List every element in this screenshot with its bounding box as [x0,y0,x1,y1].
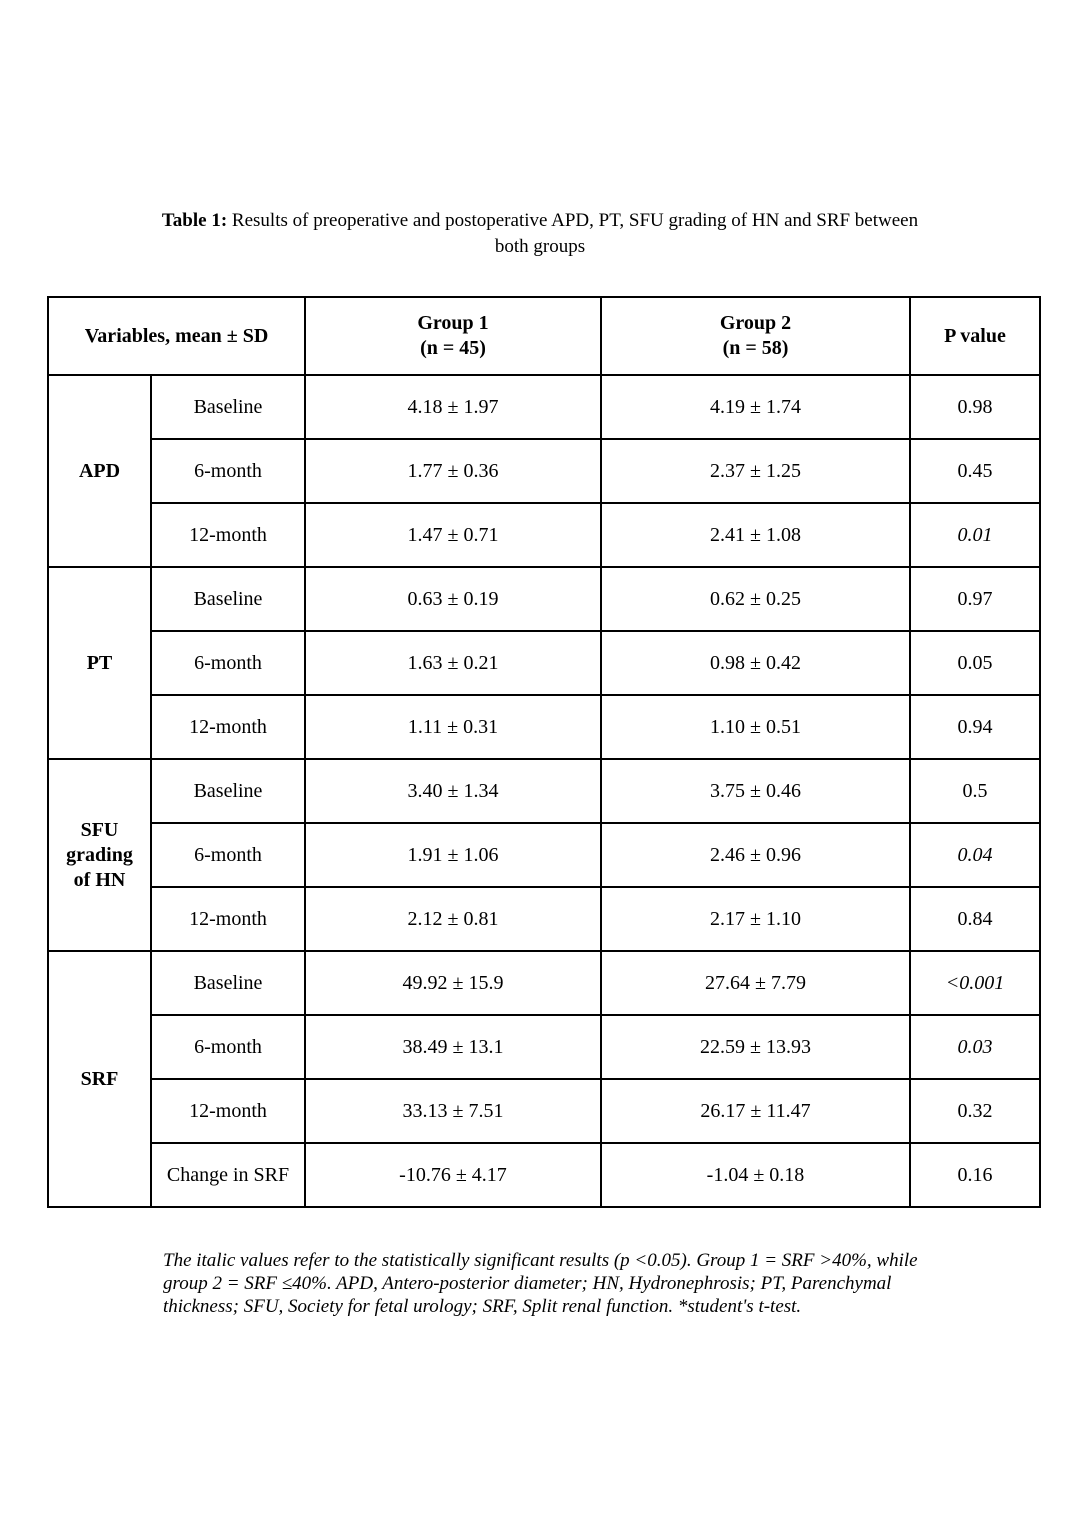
table-row [48,759,1040,823]
group2-value-cell: 0.62 ± 0.25 [601,567,910,631]
p-value-cell: 0.98 [910,375,1040,439]
group1-value-cell: 1.77 ± 0.36 [305,439,601,503]
variable-group-cell: APD [48,375,151,567]
table-row [48,631,1040,695]
p-value-cell: <0.001 [910,951,1040,1015]
timepoint-cell: 12-month [151,887,305,951]
group2-value-cell: 3.75 ± 0.46 [601,759,910,823]
variable-group-cell: PT [48,567,151,759]
group2-value-cell: 2.37 ± 1.25 [601,439,910,503]
group1-value-cell: 3.40 ± 1.34 [305,759,601,823]
timepoint-cell: 6-month [151,439,305,503]
p-value-cell: 0.01 [910,503,1040,567]
table-row [48,823,1040,887]
timepoint-cell: Change in SRF [151,1143,305,1207]
variable-group-cell: SRF [48,951,151,1207]
group2-value-cell: 22.59 ± 13.93 [601,1015,910,1079]
group2-value-cell: 2.17 ± 1.10 [601,887,910,951]
group1-value-cell: 1.91 ± 1.06 [305,823,601,887]
timepoint-cell: 6-month [151,1015,305,1079]
group2-value-cell: 0.98 ± 0.42 [601,631,910,695]
group1-value-cell: 1.47 ± 0.71 [305,503,601,567]
group1-value-cell: 1.11 ± 0.31 [305,695,601,759]
caption-label: Table 1: [161,210,228,231]
timepoint-cell: 12-month [151,1079,305,1143]
table-row [48,375,1040,439]
table-footnote: The italic values refer to the statistically significant results (p <0.05). Group 1 = SRF >40%, while group 2 = SRF ≤40%. APD, Antero-posterior diameter; HN, Hydronephrosis; PT, Parenchymal thickness; SFU, Society for fetal urology; SRF, Split renal function. *student's t-test. [163,1250,918,1317]
table-row [48,887,1040,951]
header-group2: Group 2 (n = 58) [601,297,910,375]
group2-value-cell: 2.46 ± 0.96 [601,823,910,887]
group2-value-cell: 1.10 ± 0.51 [601,695,910,759]
timepoint-cell: Baseline [151,567,305,631]
p-value-cell: 0.05 [910,631,1040,695]
table-caption [150,208,930,260]
table-row [48,439,1040,503]
p-value-cell: 0.03 [910,1015,1040,1079]
timepoint-cell: Baseline [151,951,305,1015]
header-p-value: P value [910,297,1040,375]
header-group1: Group 1 (n = 45) [305,297,601,375]
p-value-cell: 0.16 [910,1143,1040,1207]
group2-value-cell: 26.17 ± 11.47 [601,1079,910,1143]
timepoint-cell: 6-month [151,631,305,695]
caption-text: Results of preoperative and postoperative APD, PT, SFU grading of HN and SRF between both groups [227,210,919,257]
group2-value-cell: 4.19 ± 1.74 [601,375,910,439]
p-value-cell: 0.04 [910,823,1040,887]
group1-value-cell: 49.92 ± 15.9 [305,951,601,1015]
group1-value-cell: 1.63 ± 0.21 [305,631,601,695]
results-table [47,296,1041,1208]
group2-value-cell: 27.64 ± 7.79 [601,951,910,1015]
group1-value-cell: -10.76 ± 4.17 [305,1143,601,1207]
p-value-cell: 0.97 [910,567,1040,631]
timepoint-cell: 12-month [151,503,305,567]
table-row [48,567,1040,631]
p-value-cell: 0.94 [910,695,1040,759]
group1-value-cell: 2.12 ± 0.81 [305,887,601,951]
table-row [48,1015,1040,1079]
table-row [48,1079,1040,1143]
p-value-cell: 0.32 [910,1079,1040,1143]
timepoint-cell: 6-month [151,823,305,887]
p-value-cell: 0.45 [910,439,1040,503]
group1-value-cell: 4.18 ± 1.97 [305,375,601,439]
header-variables: Variables, mean ± SD [48,297,305,375]
group2-value-cell: 2.41 ± 1.08 [601,503,910,567]
timepoint-cell: Baseline [151,759,305,823]
table-row [48,1143,1040,1207]
timepoint-cell: 12-month [151,695,305,759]
table-row [48,695,1040,759]
timepoint-cell: Baseline [151,375,305,439]
group1-value-cell: 38.49 ± 13.1 [305,1015,601,1079]
table-body [48,375,1040,1207]
group2-value-cell: -1.04 ± 0.18 [601,1143,910,1207]
header-row [48,297,1040,375]
p-value-cell: 0.5 [910,759,1040,823]
variable-group-cell: SFU grading of HN [48,759,151,951]
p-value-cell: 0.84 [910,887,1040,951]
group1-value-cell: 0.63 ± 0.19 [305,567,601,631]
table-row [48,503,1040,567]
table-row [48,951,1040,1015]
group1-value-cell: 33.13 ± 7.51 [305,1079,601,1143]
